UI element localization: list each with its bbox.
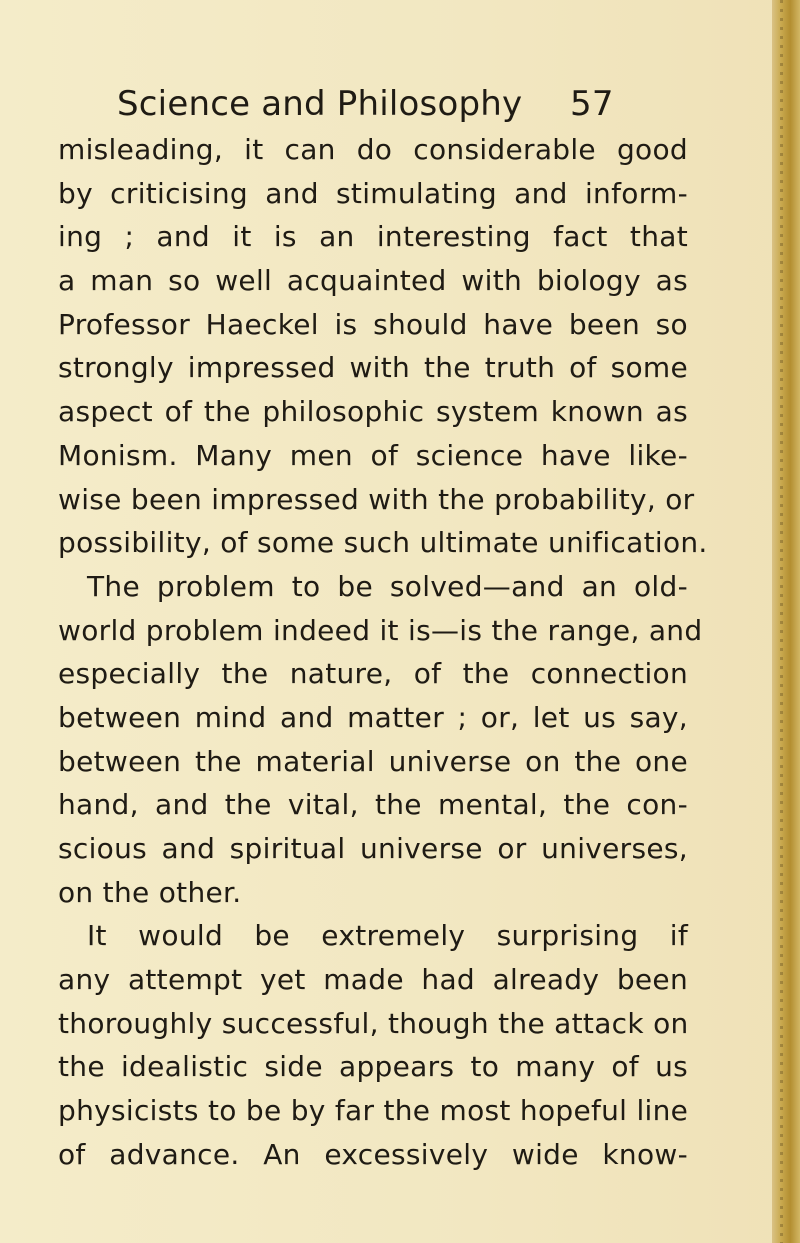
- text-line: the idealistic side appears to many of us: [58, 1050, 688, 1084]
- text-line: on the other.: [58, 875, 242, 909]
- text-line: wise been impressed with the probability, or: [58, 482, 695, 516]
- text-line: misleading, it can do considerable good: [58, 133, 688, 166]
- text-line: strongly impressed with the truth of some: [58, 351, 688, 385]
- page-edge-binding: [772, 0, 800, 1243]
- text-line: It would be extremely surprising if: [87, 919, 688, 953]
- text-line: possibility, of some such ultimate unification.: [58, 526, 708, 560]
- text-line: a man so well acquainted with biology as: [58, 264, 688, 298]
- text-line: hand, and the vital, the mental, the con-: [58, 788, 688, 822]
- text-line: between mind and matter ; or, let us say,: [58, 700, 688, 734]
- text-line: scious and spiritual universe or universes,: [58, 832, 688, 865]
- text-line: physicists to be by far the most hopeful line: [58, 1094, 689, 1128]
- text-line: between the material universe on the one: [58, 744, 688, 778]
- text-line: world problem indeed it is—is the range, and: [58, 613, 703, 647]
- text-line: any attempt yet made had already been: [58, 963, 688, 997]
- running-title: Science and Philosophy: [117, 84, 523, 124]
- text-line: by criticising and stimulating and inform-: [58, 176, 688, 210]
- running-header: [117, 84, 637, 134]
- text-line: Monism. Many men of science have like-: [58, 438, 688, 472]
- text-line: thoroughly successful, though the attack on: [58, 1006, 689, 1040]
- text-line: ing ; and it is an interesting fact that: [58, 220, 688, 254]
- body-text: [58, 128, 708, 1177]
- page-number: 57: [570, 84, 614, 124]
- text-line: of advance. An excessively wide know-: [58, 1137, 688, 1171]
- text-line: The problem to be solved—and an old-: [87, 569, 688, 603]
- text-line: aspect of the philosophic system known as: [58, 395, 688, 429]
- text-line: Professor Haeckel is should have been so: [58, 307, 688, 341]
- text-line: especially the nature, of the connection: [58, 657, 688, 691]
